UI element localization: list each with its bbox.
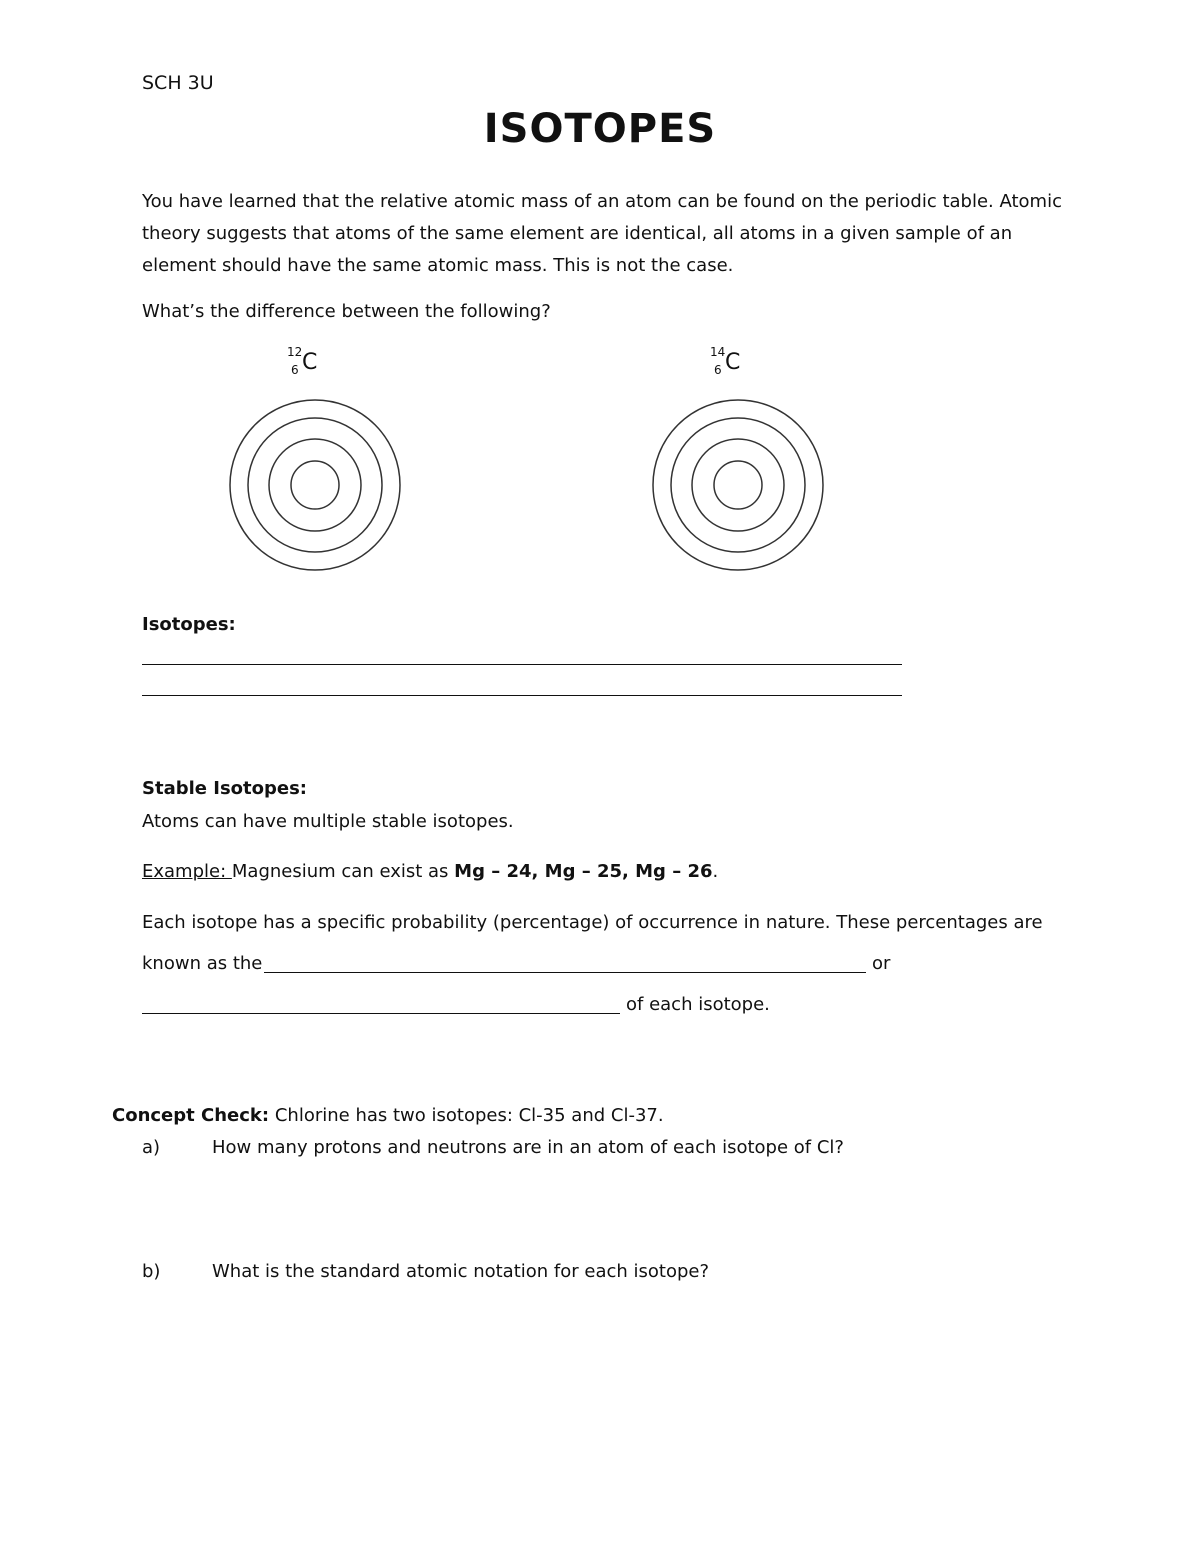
mass-number: 12: [287, 345, 303, 359]
of-each-label: of each isotope.: [626, 994, 770, 1015]
known-as-answer-line[interactable]: [264, 972, 866, 973]
orbit-ring-2: [269, 439, 361, 531]
example-values: Mg – 24, Mg – 25, Mg – 26: [454, 861, 713, 882]
atomic-number: 6: [714, 363, 722, 377]
question-b-text: What is the standard atomic notation for each isotope?: [212, 1261, 710, 1282]
isotopes-answer-line-2[interactable]: [142, 695, 902, 696]
stable-isotopes-heading: Stable Isotopes:: [142, 778, 307, 799]
stable-isotopes-line: Atoms can have multiple stable isotopes.: [142, 811, 514, 832]
mass-number: 14: [710, 345, 726, 359]
carbon-12-atom-diagram: [225, 395, 405, 575]
intro-paragraph: You have learned that the relative atomic mass of an atom can be found on the periodic table. Atomic theory suggests that atoms of the same element are identical, all atoms in a given sample of an element should have the same atomic mass. This is not the case.: [142, 191, 1062, 276]
nucleus-circle: [291, 461, 339, 509]
atomic-number: 6: [291, 363, 299, 377]
or-label: or: [872, 953, 891, 974]
known-as-label: known as the: [142, 953, 263, 974]
nucleus-circle: [714, 461, 762, 509]
example-label: Example:: [142, 861, 232, 882]
page-title: ISOTOPES: [483, 106, 717, 152]
course-code: SCH 3U: [142, 72, 214, 94]
isotopes-answer-line-1[interactable]: [142, 664, 902, 665]
concept-check-text: Chlorine has two isotopes: Cl-35 and Cl-37.: [274, 1105, 664, 1126]
concept-check-label: Concept Check:: [112, 1105, 270, 1126]
question-b-letter: b): [142, 1261, 161, 1282]
example-line: [142, 861, 718, 882]
orbit-ring-3: [671, 418, 805, 552]
question-a-text: How many protons and neutrons are in an atom of each isotope of Cl?: [212, 1137, 844, 1158]
of-each-answer-line[interactable]: [142, 1013, 620, 1014]
probability-line: Each isotope has a specific probability (percentage) of occurrence in nature. These percentages are: [142, 912, 1043, 933]
isotopes-heading: Isotopes:: [142, 614, 236, 635]
carbon-14-atom-diagram: [648, 395, 828, 575]
example-text: Magnesium can exist as: [231, 861, 455, 882]
concept-check-line: [112, 1105, 664, 1126]
orbit-ring-2: [692, 439, 784, 531]
difference-question: What’s the difference between the following?: [142, 301, 551, 322]
element-symbol: C: [725, 350, 741, 375]
element-symbol: C: [302, 350, 318, 375]
example-end: .: [712, 861, 719, 882]
orbit-ring-4: [653, 400, 823, 570]
orbit-ring-3: [248, 418, 382, 552]
orbit-ring-4: [230, 400, 400, 570]
question-a-letter: a): [142, 1137, 161, 1158]
